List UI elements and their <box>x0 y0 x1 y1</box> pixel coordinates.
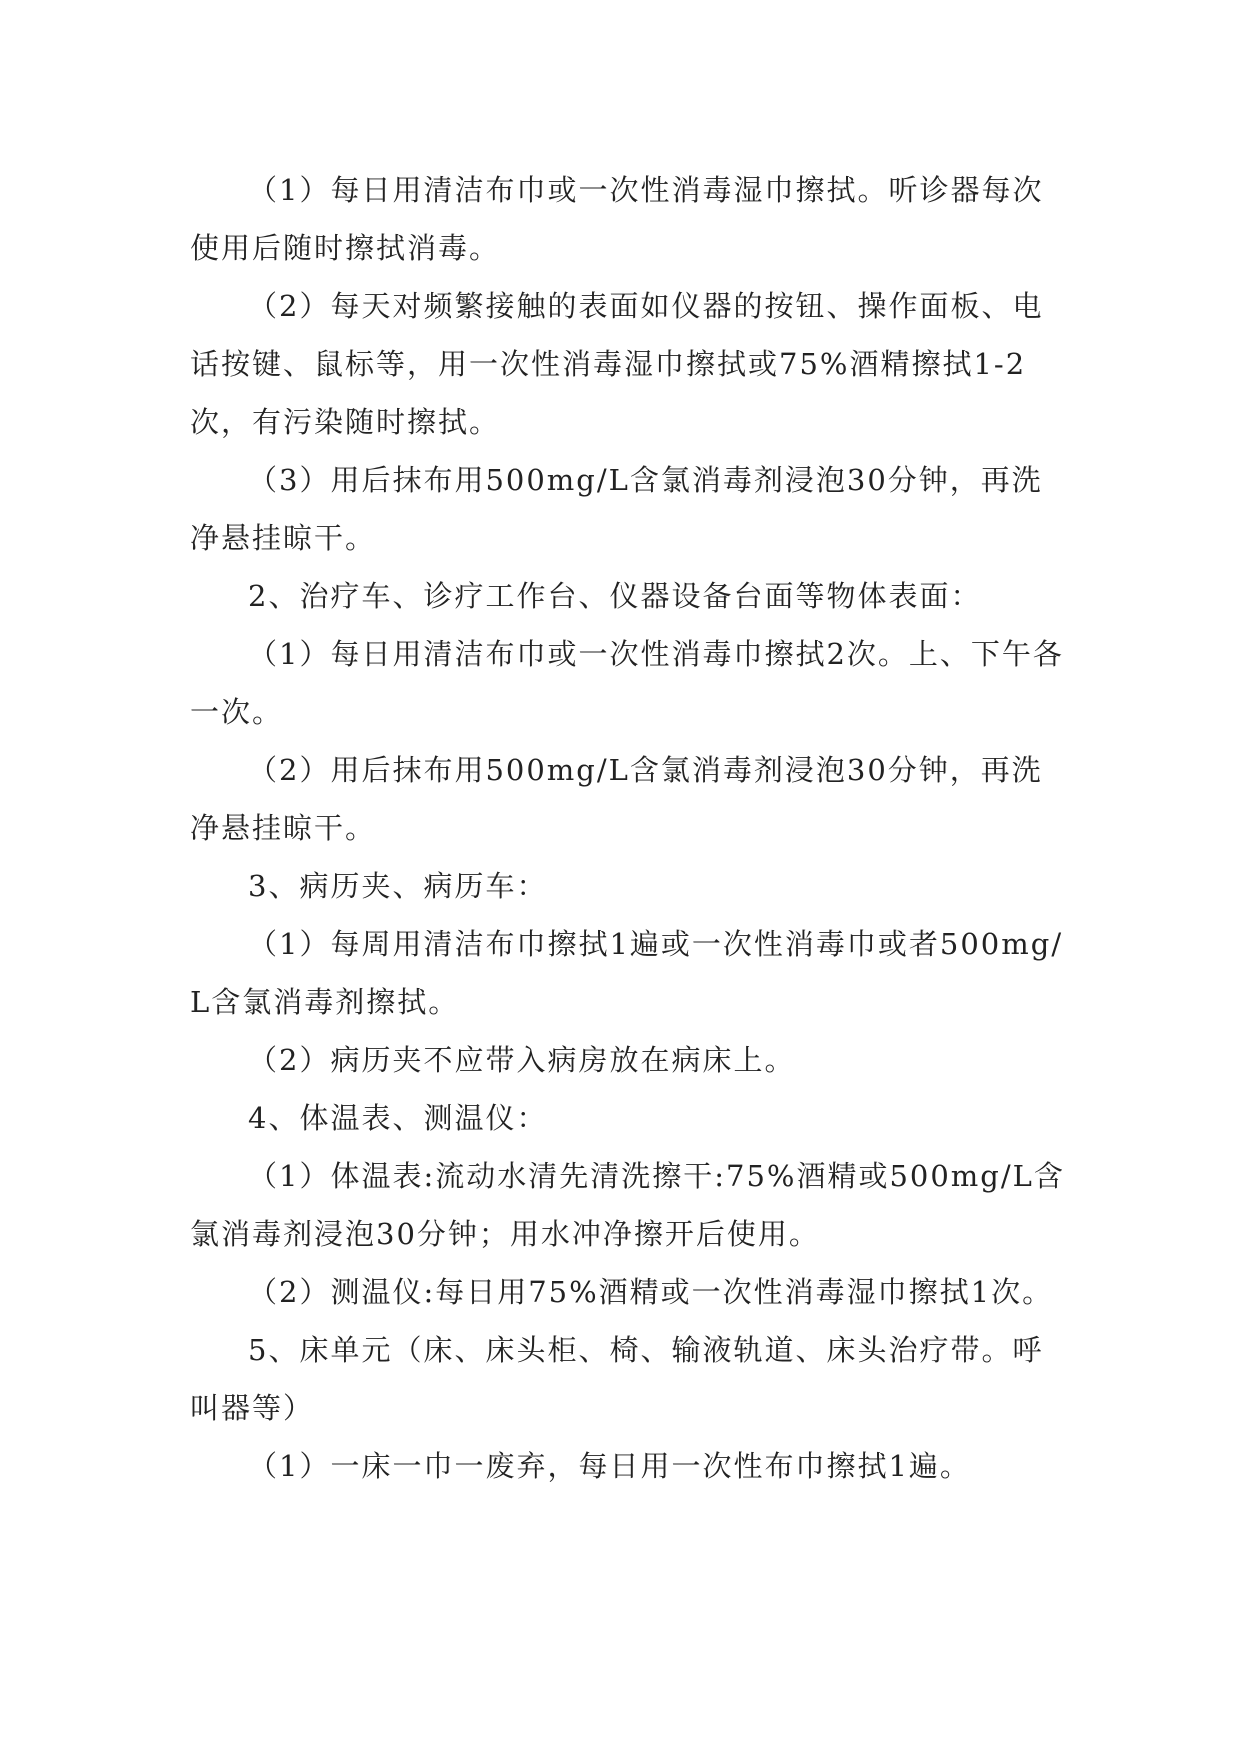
paragraph-1-3: （3）用后抹布用500mg/L含氯消毒剂浸泡30分钟，再洗净悬挂晾干。 <box>190 463 1043 555</box>
document-body <box>190 161 1070 1495</box>
paragraph-2-1: （1）每日用清洁布巾或一次性消毒巾擦拭2次。上、下午各一次。 <box>190 637 1064 729</box>
paragraph-2-2: （2）用后抹布用500mg/L含氯消毒剂浸泡30分钟，再洗净悬挂晾干。 <box>190 753 1043 845</box>
paragraph-5-1: （1）一床一巾一废弃，每日用一次性布巾擦拭1遍。 <box>248 1449 971 1483</box>
paragraph-1-1: （1）每日用清洁布巾或一次性消毒湿巾擦拭。听诊器每次使用后随时擦拭消毒。 <box>190 173 1044 265</box>
section-heading-3: 3、病历夹、病历车： <box>248 869 548 903</box>
section-heading-4: 4、体温表、测温仪： <box>248 1101 548 1135</box>
paragraph-3-1: （1）每周用清洁布巾擦拭1遍或一次性消毒巾或者500mg/L含氯消毒剂擦拭。 <box>190 927 1064 1019</box>
section-heading-2: 2、治疗车、诊疗工作台、仪器设备台面等物体表面： <box>248 579 982 613</box>
paragraph-4-2: （2）测温仪:每日用75%酒精或一次性消毒湿巾擦拭1次。 <box>248 1275 1054 1309</box>
section-heading-5: 5、床单元（床、床头柜、椅、输液轨道、床头治疗带。呼叫器等） <box>190 1333 1044 1425</box>
paragraph-1-2: （2）每天对频繁接触的表面如仪器的按钮、操作面板、电话按键、鼠标等，用一次性消毒湿巾擦拭或75%酒精擦拭1-2次，有污染随时擦拭。 <box>190 289 1044 439</box>
paragraph-4-1: （1）体温表:流动水清先清洗擦干:75%酒精或500mg/L含氯消毒剂浸泡30分钟；用水冲净擦开后使用。 <box>190 1159 1065 1251</box>
paragraph-3-2: （2）病历夹不应带入病房放在病床上。 <box>248 1043 796 1077</box>
